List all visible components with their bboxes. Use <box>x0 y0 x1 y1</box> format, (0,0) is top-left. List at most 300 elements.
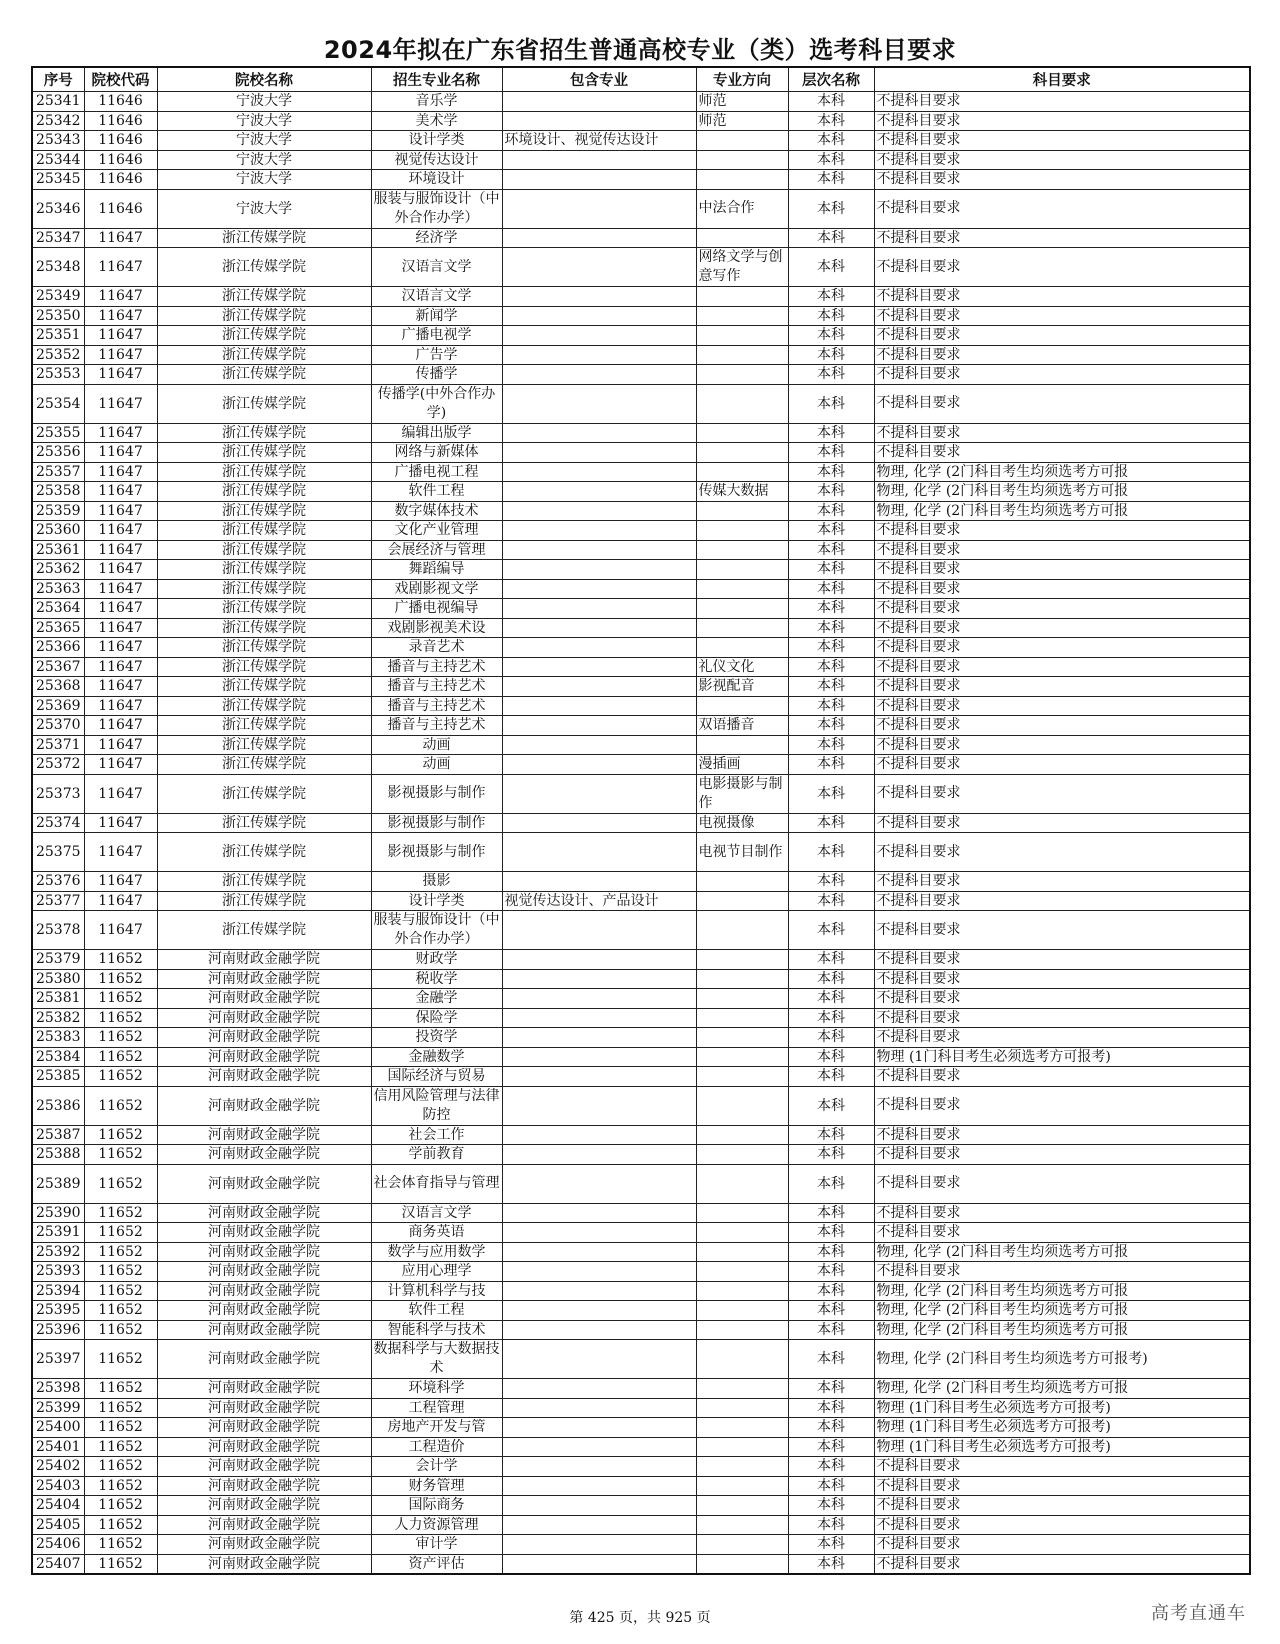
cell-school-code: 11647 <box>84 248 157 287</box>
table-row <box>32 228 1250 248</box>
cell-school-name: 浙江传媒学院 <box>157 657 371 677</box>
cell-subject-req: 不提科目要求 <box>874 833 1250 872</box>
cell-direction <box>696 521 788 541</box>
cell-level: 本科 <box>788 1281 874 1301</box>
cell-index: 25395 <box>32 1301 84 1321</box>
cell-major-name: 传播学 <box>371 365 502 385</box>
cell-index: 25377 <box>32 891 84 911</box>
table-row <box>32 345 1250 365</box>
cell-included-majors <box>502 716 696 736</box>
cell-index: 25357 <box>32 462 84 482</box>
cell-index: 25392 <box>32 1242 84 1262</box>
cell-school-name: 浙江传媒学院 <box>157 345 371 365</box>
cell-index: 25345 <box>32 170 84 190</box>
cell-level: 本科 <box>788 677 874 697</box>
cell-index: 25381 <box>32 989 84 1009</box>
cell-included-majors <box>502 1554 696 1574</box>
cell-direction <box>696 501 788 521</box>
cell-direction <box>696 170 788 190</box>
cell-direction <box>696 1164 788 1203</box>
table-row <box>32 1125 1250 1145</box>
cell-school-name: 浙江传媒学院 <box>157 716 371 736</box>
cell-included-majors <box>502 248 696 287</box>
cell-included-majors <box>502 1164 696 1203</box>
requirements-table <box>31 66 1251 1575</box>
cell-level: 本科 <box>788 1203 874 1223</box>
cell-school-code: 11647 <box>84 482 157 502</box>
table-row <box>32 872 1250 892</box>
cell-direction <box>696 696 788 716</box>
cell-major-name: 环境设计 <box>371 170 502 190</box>
cell-level: 本科 <box>788 1008 874 1028</box>
cell-level: 本科 <box>788 950 874 970</box>
cell-level: 本科 <box>788 599 874 619</box>
cell-included-majors <box>502 969 696 989</box>
cell-school-name: 宁波大学 <box>157 150 371 170</box>
cell-included-majors <box>502 618 696 638</box>
cell-subject-req: 不提科目要求 <box>874 326 1250 346</box>
cell-index: 25367 <box>32 657 84 677</box>
cell-level: 本科 <box>788 1301 874 1321</box>
cell-direction <box>696 1320 788 1340</box>
cell-index: 25380 <box>32 969 84 989</box>
cell-school-name: 河南财政金融学院 <box>157 1145 371 1165</box>
table-row <box>32 1164 1250 1203</box>
cell-major-name: 戏剧影视文学 <box>371 579 502 599</box>
cell-major-name: 国际经济与贸易 <box>371 1067 502 1087</box>
table-row <box>32 1496 1250 1516</box>
cell-subject-req: 不提科目要求 <box>874 911 1250 950</box>
cell-index: 25352 <box>32 345 84 365</box>
cell-included-majors <box>502 170 696 190</box>
cell-school-code: 11652 <box>84 1125 157 1145</box>
cell-subject-req: 物理, 化学 (2门科目考生均须选考方可报 <box>874 1320 1250 1340</box>
cell-school-name: 河南财政金融学院 <box>157 1457 371 1477</box>
cell-school-code: 11652 <box>84 1067 157 1087</box>
cell-level: 本科 <box>788 540 874 560</box>
cell-school-code: 11652 <box>84 1340 157 1379</box>
cell-school-name: 河南财政金融学院 <box>157 989 371 1009</box>
table-row <box>32 755 1250 775</box>
table-row <box>32 443 1250 463</box>
cell-major-name: 财政学 <box>371 950 502 970</box>
cell-index: 25366 <box>32 638 84 658</box>
cell-major-name: 播音与主持艺术 <box>371 716 502 736</box>
cell-index: 25379 <box>32 950 84 970</box>
cell-direction <box>696 1340 788 1379</box>
cell-school-name: 浙江传媒学院 <box>157 872 371 892</box>
cell-subject-req: 不提科目要求 <box>874 969 1250 989</box>
cell-school-name: 浙江传媒学院 <box>157 501 371 521</box>
cell-school-code: 11652 <box>84 1379 157 1399</box>
table-row <box>32 1437 1250 1457</box>
cell-direction <box>696 540 788 560</box>
table-row <box>32 1067 1250 1087</box>
cell-included-majors <box>502 911 696 950</box>
cell-included-majors <box>502 501 696 521</box>
cell-level: 本科 <box>788 891 874 911</box>
cell-index: 25354 <box>32 384 84 423</box>
cell-index: 25355 <box>32 423 84 443</box>
cell-major-name: 编辑出版学 <box>371 423 502 443</box>
cell-level: 本科 <box>788 1262 874 1282</box>
table-row <box>32 677 1250 697</box>
cell-subject-req: 不提科目要求 <box>874 1223 1250 1243</box>
cell-school-name: 河南财政金融学院 <box>157 1535 371 1555</box>
cell-index: 25368 <box>32 677 84 697</box>
cell-school-name: 浙江传媒学院 <box>157 462 371 482</box>
cell-school-name: 河南财政金融学院 <box>157 1223 371 1243</box>
cell-included-majors <box>502 1262 696 1282</box>
table-row <box>32 131 1250 151</box>
cell-index: 25393 <box>32 1262 84 1282</box>
cell-subject-req: 不提科目要求 <box>874 1028 1250 1048</box>
cell-direction <box>696 1476 788 1496</box>
cell-school-name: 河南财政金融学院 <box>157 1125 371 1145</box>
cell-school-name: 浙江传媒学院 <box>157 755 371 775</box>
cell-school-code: 11652 <box>84 1242 157 1262</box>
cell-subject-req: 不提科目要求 <box>874 579 1250 599</box>
cell-school-code: 11647 <box>84 638 157 658</box>
cell-included-majors <box>502 111 696 131</box>
cell-major-name: 财务管理 <box>371 1476 502 1496</box>
cell-level: 本科 <box>788 657 874 677</box>
cell-index: 25396 <box>32 1320 84 1340</box>
table-row <box>32 423 1250 443</box>
cell-index: 25406 <box>32 1535 84 1555</box>
table-row <box>32 891 1250 911</box>
cell-school-name: 浙江传媒学院 <box>157 774 371 813</box>
table-row <box>32 1515 1250 1535</box>
cell-direction <box>696 638 788 658</box>
cell-direction <box>696 1535 788 1555</box>
cell-level: 本科 <box>788 1437 874 1457</box>
cell-school-code: 11647 <box>84 696 157 716</box>
cell-direction <box>696 1418 788 1438</box>
cell-school-name: 河南财政金融学院 <box>157 1496 371 1516</box>
cell-direction <box>696 1301 788 1321</box>
cell-level: 本科 <box>788 131 874 151</box>
cell-school-name: 宁波大学 <box>157 131 371 151</box>
cell-major-name: 播音与主持艺术 <box>371 696 502 716</box>
cell-level: 本科 <box>788 1242 874 1262</box>
cell-subject-req: 不提科目要求 <box>874 1535 1250 1555</box>
cell-included-majors <box>502 1203 696 1223</box>
cell-school-name: 浙江传媒学院 <box>157 228 371 248</box>
cell-level: 本科 <box>788 150 874 170</box>
cell-major-name: 汉语言文学 <box>371 287 502 307</box>
cell-subject-req: 物理, 化学 (2门科目考生均须选考方可报 <box>874 501 1250 521</box>
table-row <box>32 735 1250 755</box>
col-header-included-majors: 包含专业 <box>502 67 696 92</box>
cell-major-name: 广播电视学 <box>371 326 502 346</box>
cell-major-name: 数字媒体技术 <box>371 501 502 521</box>
cell-direction <box>696 1067 788 1087</box>
cell-included-majors <box>502 833 696 872</box>
cell-level: 本科 <box>788 716 874 736</box>
cell-major-name: 资产评估 <box>371 1554 502 1574</box>
table-header-row <box>32 67 1250 92</box>
cell-level: 本科 <box>788 345 874 365</box>
cell-major-name: 会计学 <box>371 1457 502 1477</box>
cell-included-majors <box>502 1476 696 1496</box>
cell-included-majors <box>502 521 696 541</box>
table-row <box>32 813 1250 833</box>
cell-major-name: 网络与新媒体 <box>371 443 502 463</box>
cell-included-majors <box>502 989 696 1009</box>
cell-school-code: 11647 <box>84 326 157 346</box>
table-row <box>32 1379 1250 1399</box>
cell-major-name: 应用心理学 <box>371 1262 502 1282</box>
cell-major-name: 影视摄影与制作 <box>371 833 502 872</box>
cell-major-name: 服装与服饰设计（中外合作办学） <box>371 189 502 228</box>
cell-direction <box>696 1125 788 1145</box>
cell-subject-req: 不提科目要求 <box>874 1515 1250 1535</box>
cell-subject-req: 不提科目要求 <box>874 150 1250 170</box>
cell-school-name: 浙江传媒学院 <box>157 696 371 716</box>
cell-major-name: 汉语言文学 <box>371 1203 502 1223</box>
cell-direction <box>696 150 788 170</box>
cell-direction <box>696 1203 788 1223</box>
cell-school-name: 浙江传媒学院 <box>157 638 371 658</box>
cell-school-name: 浙江传媒学院 <box>157 326 371 346</box>
cell-included-majors <box>502 189 696 228</box>
cell-major-name: 计算机科学与技 <box>371 1281 502 1301</box>
cell-school-name: 河南财政金融学院 <box>157 1164 371 1203</box>
cell-level: 本科 <box>788 287 874 307</box>
cell-level: 本科 <box>788 92 874 112</box>
cell-school-code: 11647 <box>84 677 157 697</box>
cell-school-code: 11647 <box>84 735 157 755</box>
cell-major-name: 环境科学 <box>371 1379 502 1399</box>
cell-included-majors <box>502 950 696 970</box>
cell-included-majors <box>502 1379 696 1399</box>
cell-direction <box>696 989 788 1009</box>
cell-included-majors <box>502 92 696 112</box>
cell-index: 25370 <box>32 716 84 736</box>
cell-school-name: 河南财政金融学院 <box>157 1320 371 1340</box>
cell-included-majors <box>502 540 696 560</box>
cell-subject-req: 不提科目要求 <box>874 716 1250 736</box>
cell-index: 25384 <box>32 1047 84 1067</box>
cell-index: 25371 <box>32 735 84 755</box>
cell-level: 本科 <box>788 365 874 385</box>
cell-major-name: 工程管理 <box>371 1398 502 1418</box>
cell-school-code: 11647 <box>84 599 157 619</box>
cell-school-name: 浙江传媒学院 <box>157 833 371 872</box>
table-row <box>32 950 1250 970</box>
cell-subject-req: 不提科目要求 <box>874 365 1250 385</box>
cell-level: 本科 <box>788 423 874 443</box>
table-row <box>32 1242 1250 1262</box>
cell-subject-req: 不提科目要求 <box>874 306 1250 326</box>
cell-school-name: 浙江传媒学院 <box>157 579 371 599</box>
cell-level: 本科 <box>788 1457 874 1477</box>
cell-index: 25365 <box>32 618 84 638</box>
cell-included-majors <box>502 696 696 716</box>
cell-level: 本科 <box>788 911 874 950</box>
cell-school-name: 浙江传媒学院 <box>157 423 371 443</box>
cell-direction: 师范 <box>696 111 788 131</box>
cell-school-name: 浙江传媒学院 <box>157 618 371 638</box>
cell-major-name: 智能科学与技术 <box>371 1320 502 1340</box>
cell-subject-req: 不提科目要求 <box>874 1086 1250 1125</box>
cell-direction <box>696 1262 788 1282</box>
cell-school-code: 11652 <box>84 1398 157 1418</box>
cell-school-code: 11647 <box>84 911 157 950</box>
table-row <box>32 989 1250 1009</box>
cell-school-name: 宁波大学 <box>157 189 371 228</box>
cell-included-majors <box>502 599 696 619</box>
col-header-level: 层次名称 <box>788 67 874 92</box>
cell-level: 本科 <box>788 560 874 580</box>
cell-included-majors <box>502 365 696 385</box>
cell-major-name: 工程造价 <box>371 1437 502 1457</box>
cell-level: 本科 <box>788 638 874 658</box>
cell-school-name: 浙江传媒学院 <box>157 384 371 423</box>
cell-subject-req: 不提科目要求 <box>874 189 1250 228</box>
cell-school-code: 11652 <box>84 1164 157 1203</box>
cell-school-name: 河南财政金融学院 <box>157 1086 371 1125</box>
cell-school-name: 浙江传媒学院 <box>157 911 371 950</box>
cell-school-code: 11647 <box>84 872 157 892</box>
cell-direction: 影视配音 <box>696 677 788 697</box>
cell-level: 本科 <box>788 170 874 190</box>
cell-level: 本科 <box>788 618 874 638</box>
cell-major-name: 动画 <box>371 735 502 755</box>
cell-direction <box>696 1437 788 1457</box>
col-header-school-name: 院校名称 <box>157 67 371 92</box>
cell-level: 本科 <box>788 1028 874 1048</box>
cell-major-name: 审计学 <box>371 1535 502 1555</box>
cell-school-name: 河南财政金融学院 <box>157 1437 371 1457</box>
cell-school-code: 11647 <box>84 462 157 482</box>
cell-index: 25399 <box>32 1398 84 1418</box>
cell-school-name: 河南财政金融学院 <box>157 1398 371 1418</box>
cell-school-code: 11652 <box>84 1535 157 1555</box>
cell-included-majors <box>502 638 696 658</box>
cell-school-name: 浙江传媒学院 <box>157 735 371 755</box>
cell-subject-req: 不提科目要求 <box>874 774 1250 813</box>
cell-subject-req: 不提科目要求 <box>874 1476 1250 1496</box>
cell-level: 本科 <box>788 969 874 989</box>
cell-direction <box>696 423 788 443</box>
cell-major-name: 服装与服饰设计（中外合作办学） <box>371 911 502 950</box>
cell-index: 25349 <box>32 287 84 307</box>
cell-major-name: 人力资源管理 <box>371 1515 502 1535</box>
cell-included-majors <box>502 1008 696 1028</box>
cell-level: 本科 <box>788 774 874 813</box>
cell-school-name: 河南财政金融学院 <box>157 950 371 970</box>
cell-school-name: 河南财政金融学院 <box>157 1301 371 1321</box>
cell-index: 25341 <box>32 92 84 112</box>
cell-subject-req: 不提科目要求 <box>874 1067 1250 1087</box>
table-row <box>32 638 1250 658</box>
cell-included-majors <box>502 1125 696 1145</box>
cell-index: 25390 <box>32 1203 84 1223</box>
table-row <box>32 911 1250 950</box>
cell-subject-req: 不提科目要求 <box>874 92 1250 112</box>
cell-direction: 电影摄影与制作 <box>696 774 788 813</box>
table-row <box>32 1418 1250 1438</box>
cell-included-majors <box>502 287 696 307</box>
table-row <box>32 1203 1250 1223</box>
table-row <box>32 1554 1250 1574</box>
cell-direction <box>696 1242 788 1262</box>
cell-school-name: 河南财政金融学院 <box>157 1515 371 1535</box>
table-row <box>32 657 1250 677</box>
cell-school-code: 11652 <box>84 1047 157 1067</box>
cell-index: 25398 <box>32 1379 84 1399</box>
cell-index: 25402 <box>32 1457 84 1477</box>
cell-index: 25373 <box>32 774 84 813</box>
table-row <box>32 365 1250 385</box>
cell-index: 25342 <box>32 111 84 131</box>
cell-school-name: 河南财政金融学院 <box>157 1554 371 1574</box>
cell-subject-req: 物理, 化学 (2门科目考生均须选考方可报 <box>874 1242 1250 1262</box>
cell-major-name: 软件工程 <box>371 482 502 502</box>
cell-level: 本科 <box>788 326 874 346</box>
cell-index: 25372 <box>32 755 84 775</box>
table-row <box>32 1340 1250 1379</box>
cell-school-name: 河南财政金融学院 <box>157 1340 371 1379</box>
cell-major-name: 经济学 <box>371 228 502 248</box>
cell-index: 25386 <box>32 1086 84 1125</box>
cell-school-name: 宁波大学 <box>157 111 371 131</box>
cell-school-code: 11647 <box>84 365 157 385</box>
cell-direction <box>696 345 788 365</box>
cell-subject-req: 不提科目要求 <box>874 111 1250 131</box>
table-row <box>32 1008 1250 1028</box>
cell-major-name: 播音与主持艺术 <box>371 677 502 697</box>
cell-index: 25374 <box>32 813 84 833</box>
table-row <box>32 1301 1250 1321</box>
cell-direction: 礼仪文化 <box>696 657 788 677</box>
cell-school-name: 浙江传媒学院 <box>157 560 371 580</box>
cell-school-code: 11652 <box>84 1223 157 1243</box>
cell-school-name: 浙江传媒学院 <box>157 248 371 287</box>
table-row <box>32 1320 1250 1340</box>
cell-school-name: 浙江传媒学院 <box>157 482 371 502</box>
cell-major-name: 传播学(中外合作办学) <box>371 384 502 423</box>
cell-level: 本科 <box>788 1379 874 1399</box>
cell-subject-req: 不提科目要求 <box>874 677 1250 697</box>
cell-subject-req: 不提科目要求 <box>874 170 1250 190</box>
cell-subject-req: 不提科目要求 <box>874 735 1250 755</box>
cell-level: 本科 <box>788 1496 874 1516</box>
cell-school-code: 11647 <box>84 833 157 872</box>
table-row <box>32 111 1250 131</box>
table-row <box>32 521 1250 541</box>
cell-school-code: 11647 <box>84 345 157 365</box>
cell-school-code: 11647 <box>84 443 157 463</box>
cell-level: 本科 <box>788 579 874 599</box>
cell-school-code: 11646 <box>84 150 157 170</box>
cell-school-code: 11647 <box>84 716 157 736</box>
cell-school-name: 浙江传媒学院 <box>157 521 371 541</box>
cell-direction <box>696 1398 788 1418</box>
cell-school-name: 宁波大学 <box>157 92 371 112</box>
cell-level: 本科 <box>788 1145 874 1165</box>
cell-school-code: 11647 <box>84 384 157 423</box>
cell-school-code: 11647 <box>84 618 157 638</box>
cell-included-majors <box>502 1047 696 1067</box>
cell-direction <box>696 228 788 248</box>
cell-major-name: 音乐学 <box>371 92 502 112</box>
cell-level: 本科 <box>788 989 874 1009</box>
cell-direction: 漫插画 <box>696 755 788 775</box>
cell-included-majors <box>502 1145 696 1165</box>
